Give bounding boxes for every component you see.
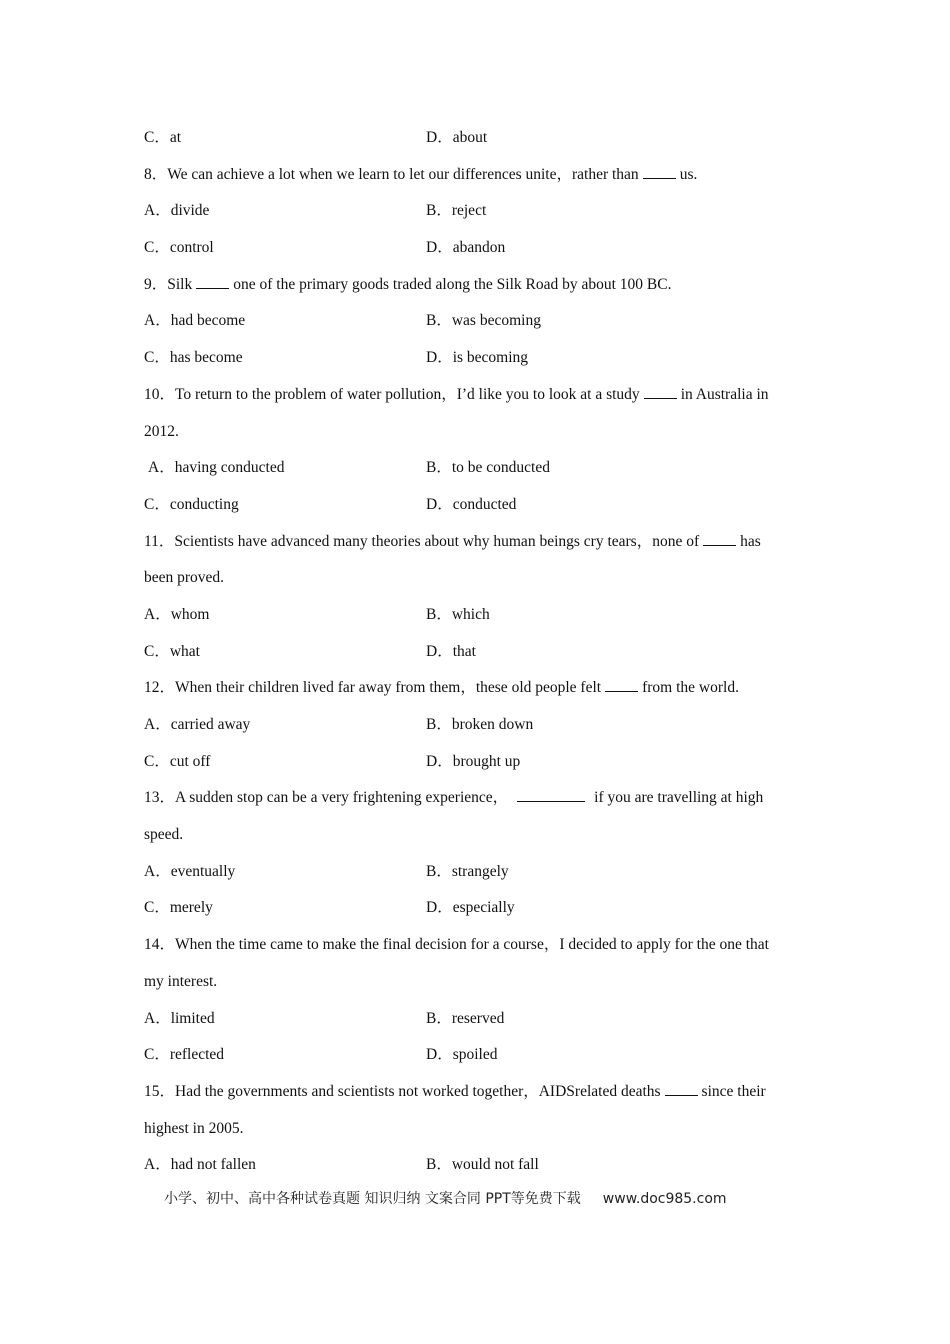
q9-options-cd — [144, 340, 812, 377]
q8-option-c: C．control — [144, 239, 214, 257]
q10-stem-post: in Australia in — [680, 385, 769, 403]
q12-stem-pre: 12．When their children lived far away from them，these old people felt — [144, 679, 602, 697]
q14-option-c: C．reflected — [144, 1046, 225, 1064]
q14-options-ab — [144, 1001, 812, 1038]
q12-option-d: D．brought up — [426, 752, 521, 770]
q9-stem — [144, 267, 812, 304]
q12-stem — [144, 670, 812, 707]
q8-option-a: A．divide — [144, 202, 210, 220]
footer-text: 小学、初中、高中各种试卷真题 知识归纳 文案合同 PPT等免费下载 — [164, 1191, 581, 1207]
q11-stem — [144, 524, 812, 561]
q12-options-ab — [144, 707, 812, 744]
q11-option-d: D．that — [426, 642, 476, 660]
q10-stem-cont: 2012. — [144, 422, 179, 440]
q11-options-ab — [144, 597, 812, 634]
q12-option-a: A．carried away — [144, 716, 251, 733]
q13-option-a: A．eventually — [144, 862, 236, 880]
q13-option-d: D．especially — [426, 899, 515, 917]
q15-stem-post: since their — [701, 1082, 766, 1100]
q8-stem-post: us. — [679, 165, 698, 183]
q8-options-cd — [144, 230, 812, 267]
q12-option-c: C．cut off — [144, 752, 211, 770]
q8-option-d: D．abandon — [426, 239, 506, 257]
q9-option-d: D．is becoming — [426, 349, 529, 367]
q14-stem: 14．When the time came to make the final decision for a course，I decided to apply for the one that — [144, 936, 769, 954]
q14-option-d: D．spoiled — [426, 1046, 498, 1064]
q15-blank — [665, 1081, 698, 1096]
q9-option-a: A．had become — [144, 312, 246, 330]
q10-option-c: C．conducting — [144, 495, 239, 513]
q11-blank — [703, 531, 736, 546]
q14-stem-cont: my interest. — [144, 972, 218, 990]
q13-stem — [144, 780, 812, 817]
q9-options-ab — [144, 303, 812, 340]
question-list — [144, 120, 812, 1184]
q11-option-b: B．which — [426, 605, 490, 623]
footer-site-link[interactable]: www.doc985.com — [602, 1191, 727, 1207]
q9-stem-pre: 9．Silk — [144, 275, 193, 293]
q11-option-a: A．whom — [144, 605, 210, 623]
q15-stem-cont: highest in 2005. — [144, 1119, 244, 1137]
q13-options-ab — [144, 854, 812, 891]
q11-option-c: C．what — [144, 642, 200, 660]
q11-options-cd — [144, 634, 812, 671]
q9-option-b: B．was becoming — [426, 312, 541, 330]
q10-option-d: D．conducted — [426, 495, 517, 513]
q10-options-cd — [144, 487, 812, 524]
q13-option-b: B．strangely — [426, 862, 509, 880]
q15-options-ab — [144, 1147, 812, 1184]
q14-option-a: A．limited — [144, 1009, 215, 1027]
q10-blank — [644, 384, 677, 399]
q15-option-a: A．had not fallen — [144, 1156, 256, 1174]
q12-options-cd — [144, 744, 812, 781]
q11-stem-cont: been proved. — [144, 569, 225, 587]
q13-blank — [517, 787, 585, 802]
q13-option-c: C．merely — [144, 899, 213, 917]
q13-stem-cont: speed. — [144, 826, 184, 844]
q12-option-b: B．broken down — [426, 716, 534, 733]
q15-stem — [144, 1074, 812, 1111]
q8-option-b: B．reject — [426, 202, 487, 220]
q10-option-a: A．having conducted — [148, 459, 285, 477]
q10-stem — [144, 377, 812, 414]
q10-stem-pre: 10．To return to the problem of water pollution，I’d like you to look at a study — [144, 385, 640, 403]
q12-stem-post: from the world. — [642, 679, 739, 697]
q9-option-c: C．has become — [144, 349, 243, 367]
q14-option-b: B．reserved — [426, 1009, 505, 1027]
q7-options-cd — [144, 120, 812, 157]
q10-option-b: B．to be conducted — [426, 459, 550, 477]
q15-stem-pre: 15．Had the governments and scientists not worked together，AIDSrelated deaths — [144, 1082, 661, 1100]
q9-blank — [196, 274, 229, 289]
q15-option-b: B．would not fall — [426, 1156, 539, 1174]
q11-stem-post: has — [740, 532, 761, 550]
q10-options-ab — [144, 450, 812, 487]
q13-options-cd — [144, 890, 812, 927]
page-footer — [164, 1188, 727, 1208]
q13-stem-post: if you are travelling at high — [594, 789, 764, 807]
q8-blank — [643, 164, 676, 179]
q8-stem — [144, 157, 812, 194]
q7-option-d: D．about — [426, 129, 488, 146]
q12-blank — [605, 677, 638, 692]
q8-options-ab — [144, 193, 812, 230]
q8-stem-pre: 8．We can achieve a lot when we learn to let our differences unite，rather than — [144, 165, 639, 183]
q11-stem-pre: 11．Scientists have advanced many theories about why human beings cry tears，none of — [144, 532, 700, 550]
q9-stem-post: one of the primary goods traded along the Silk Road by about 100 BC. — [233, 275, 672, 293]
q13-stem-pre: 13．A sudden stop can be a very frightening experience， — [144, 789, 509, 807]
q7-option-c: C．at — [144, 129, 182, 146]
q14-options-cd — [144, 1037, 812, 1074]
